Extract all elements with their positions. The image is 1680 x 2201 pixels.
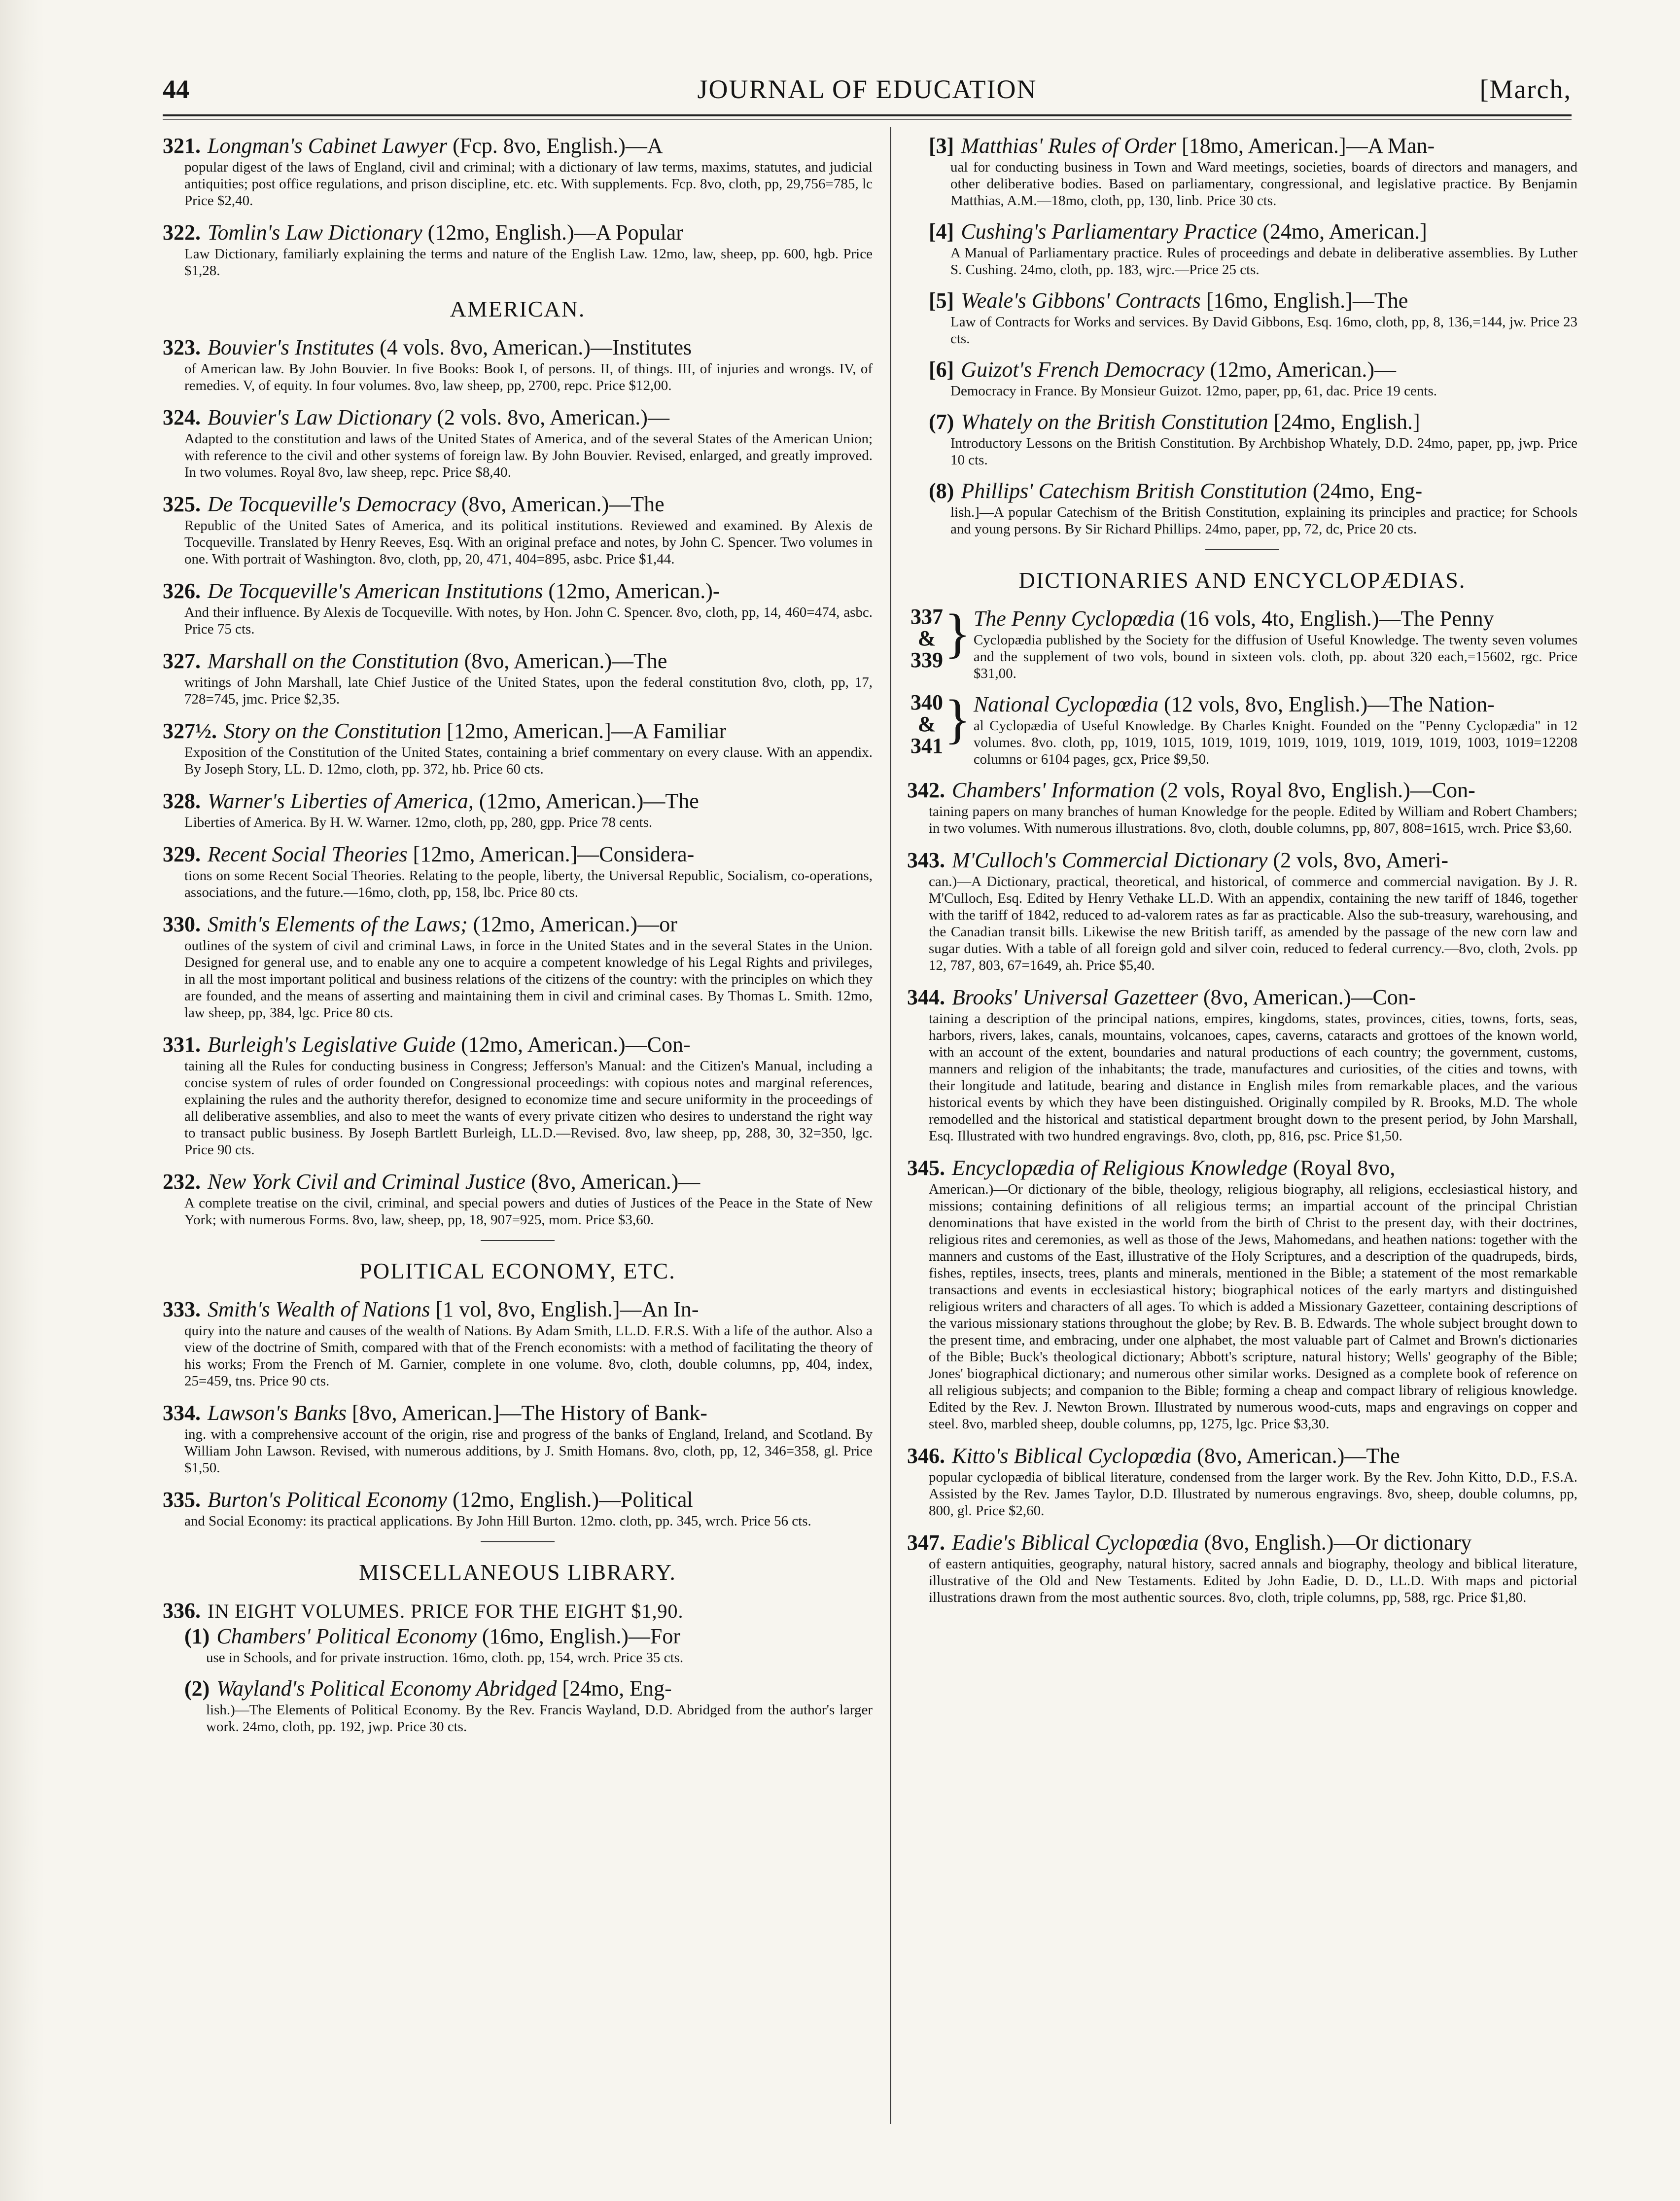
entry-description: lish.]—A popular Catechism of the British Constitution, explaining its principles and practice; for Schools and young persons. By Sir Richard Phillips. 24mo, paper, pp, 72, dc, Price 20 cts. <box>950 504 1577 537</box>
entry-description: of American law. By John Bouvier. In five Books: Book I, of persons. II, of things. III, of injuries and wrongs. IV, of remedies. V, of equity. In four volumes. 8vo, law sheep, pp, 2700, repc. Price $12,00. <box>184 361 873 393</box>
brace-glyph: } <box>945 603 971 663</box>
entry-title: Phillips' Catechism British Constitution <box>961 479 1307 503</box>
entry-format: (Royal 8vo, <box>1287 1156 1396 1180</box>
entry-number: [3] <box>929 134 954 158</box>
entry-description: of eastern antiquities, geography, natural history, sacred annals and biography, theology and biblical literature, illustrative of the Old and New Testaments. Edited by John Eadie, D. D., LL.D. With maps and pictorial illustrations drawn from the most authentic sources. 8vo, cloth, triple columns, pp, 588, rgc. Price $1,80. <box>929 1556 1577 1605</box>
entry-number: 232. <box>163 1170 201 1194</box>
entry-title: Matthias' Rules of Order <box>961 134 1177 158</box>
entry-format: (8vo, American.)—Con- <box>1198 985 1416 1009</box>
page-gutter <box>0 0 44 2201</box>
header-rule-thin <box>163 119 1572 120</box>
entry-heading <box>163 1400 873 1426</box>
entry-heading <box>163 718 873 744</box>
journal-title: JOURNAL OF EDUCATION <box>697 74 1037 104</box>
entry-ampersand: & <box>917 712 936 736</box>
entry-description: taining papers on many branches of human Knowledge for the people. Edited by William and Robert Chambers; in two volumes. With numerous illustrations. 8vo, cloth, double columns, pp, 807, 808=1615, wrch. Price $3,60. <box>929 804 1577 836</box>
catalog-entry <box>163 1297 873 1389</box>
entry-title: Warner's Liberties of America, <box>208 789 474 813</box>
catalog-entry <box>163 405 873 481</box>
entry-format: [12mo, American.]—A Familiar <box>441 719 727 743</box>
entry-format: [24mo, English.] <box>1268 410 1420 434</box>
entry-heading <box>163 335 873 360</box>
entry-description: Republic of the United Sates of America, and its political institutions. Reviewed and examined. By Alexis de Tocqueville. Translated by Henry Reeves, Esq. With an original preface and notes, by John C. Spencer. Two volumes in one. With portrait of Washington. 8vo, cloth, pp, 20, 471, 404=895, asbc. Price $1,44. <box>184 518 873 567</box>
catalog-entry <box>163 335 873 394</box>
entry-heading <box>163 133 873 159</box>
entry-number: 325. <box>163 492 201 516</box>
sub-entry <box>184 1624 873 1666</box>
entry-heading <box>163 1169 873 1195</box>
entry-title: National Cyclopœdia <box>973 692 1159 716</box>
entry-heading <box>929 478 1577 504</box>
catalog-entry <box>163 1169 873 1228</box>
catalog-entry <box>907 985 1577 1144</box>
entry-format: (8vo, American.)—The <box>1191 1444 1400 1468</box>
entry-heading <box>163 220 873 246</box>
sub-entry <box>929 409 1577 468</box>
entry-number: (7) <box>929 410 954 434</box>
entry-number: (2) <box>184 1676 210 1701</box>
entry-format: (12mo, American.)—Con- <box>455 1032 691 1057</box>
entry-heading <box>907 1443 1577 1469</box>
entry-description: quiry into the nature and causes of the wealth of Nations. By Adam Smith, LL.D. F.R.S. With a life of the author. Also a view of the doctrine of Smith, compared with that of the French economists: with a method of facilitating the theory of his works; From the French of M. Garnier, complete in one volume. 8vo, cloth, double columns, pp, 404, index, 25=459, tns. Price 90 cts. <box>184 1323 873 1389</box>
entry-heading <box>907 778 1577 803</box>
entry-title: Marshall on the Constitution <box>208 649 459 673</box>
entry-format: (8vo, English.)—Or dictionary <box>1198 1530 1472 1555</box>
catalog-entry <box>907 1443 1577 1519</box>
entry-description: popular digest of the laws of England, civil and criminal; with a dictionary of law terms, maxims, statutes, and judicial antiquities; post office regulations, and prison discipline, etc. etc. With supplements. Fcp. 8vo, cloth, pp, 29,756=785, lc Price $2,40. <box>184 159 873 209</box>
entry-number: (1) <box>184 1624 210 1648</box>
section-heading-miscellaneous: MISCELLANEOUS LIBRARY. <box>359 1560 676 1585</box>
entry-number: 340 <box>910 690 943 714</box>
entry-description: And their influence. By Alexis de Tocqueville. With notes, by Hon. John C. Spencer. 8vo, cloth, pp, 14, 460=474, asbc. Price 75 cts. <box>184 604 873 637</box>
entry-description: Introductory Lessons on the British Constitution. By Archbishop Whately, D.D. 24mo, paper, pp, jwp. Price 10 cts. <box>950 435 1577 468</box>
entry-number: (8) <box>929 479 954 503</box>
catalog-entry <box>907 778 1577 837</box>
left-entries-b <box>163 335 873 1228</box>
sub-entry <box>929 133 1577 209</box>
entry-heading <box>163 492 873 517</box>
left-sub-entries <box>163 1624 873 1735</box>
entry-title: Cushing's Parliamentary Practice <box>961 219 1258 244</box>
catalog-entry <box>163 492 873 568</box>
entry-heading <box>163 788 873 814</box>
entry-title: Brooks' Universal Gazetteer <box>952 985 1198 1009</box>
entry-number: 347. <box>907 1530 945 1555</box>
section-heading-american: AMERICAN. <box>450 296 586 321</box>
issue-month: [March, <box>1479 74 1572 104</box>
entry-title: Burleigh's Legislative Guide <box>208 1032 456 1057</box>
entry-format: (8vo, American.)—The <box>458 649 667 673</box>
catalog-entry <box>907 848 1577 974</box>
entry-description: can.)—A Dictionary, practical, theoretical, and historical, of commerce and commercial navigation. By J. R. M'Culloch, Esq. Edited by Henry Vethake LL.D. With an appendix, containing the new tariff of 1846, together with the tariff of 1842, reduced to ad-valorem rates as far as practicable. Also the sub-treasury, warehousing, and the Canadian transit bills. Likewise the new British tariff, as amended by the passage of the new corn law and sugar duties. With a table of all foreign gold and silver coin, reduced to federal currency.—8vo, cloth, 2vols. pp 12, 787, 803, 67=1649, ah. Price $5,40. <box>929 874 1577 973</box>
entry-number: 330. <box>163 912 201 936</box>
entry-title: Tomlin's Law Dictionary <box>208 220 422 245</box>
entry-format: (4 vols. 8vo, American.)—Institutes <box>374 335 692 359</box>
catalog-entry <box>163 1400 873 1476</box>
catalog-entry <box>163 718 873 778</box>
entry-number: 345. <box>907 1156 945 1180</box>
entry-description: A Manual of Parliamentary practice. Rules of proceedings and debate in deliberative assemblies. By Luther S. Cushing. 24mo, cloth, pp. 183, wjrc.—Price 25 cts. <box>950 245 1577 278</box>
entry-description: and Social Economy: its practical applications. By John Hill Burton. 12mo. cloth, pp. 345, wrch. Price 56 cts. <box>184 1513 811 1529</box>
entry-heading <box>929 133 1577 159</box>
catalog-entry <box>163 788 873 831</box>
entry-number: 322. <box>163 220 201 245</box>
entry-title: Recent Social Theories <box>208 842 408 866</box>
entry-format: [8vo, American.]—The History of Bank- <box>347 1401 707 1425</box>
entry-title: Kitto's Biblical Cyclopœdia <box>952 1444 1192 1468</box>
entry-format: (24mo, Eng- <box>1307 479 1423 503</box>
entry-description: taining a description of the principal nations, empires, kingdoms, states, provinces, cities, towns, forts, seas, harbors, rivers, lakes, canals, mountains, volcanoes, capes, caverns, cataracts and grottoes of the known world, with an account of the extent, boundaries and natural productions of each country; the government, customs, manners and religion of the inhabitants; the trade, manufactures and curiosities, of the cities and towns, with their longitude and latitude, bearing and distance in English miles from remarkable places, and the various historical events by which they have been distinguished. Originally compiled by R. Brooks, M.D. The whole remodelled and the historical and statistical department brought down to the present period, by John Marshall, Esq. Illustrated with two hundred engravings. 8vo, cloth, pp, 816, psc. Price $1,50. <box>929 1011 1577 1144</box>
entry-number: 341 <box>910 734 943 758</box>
right-entries <box>907 778 1577 1606</box>
catalog-entry <box>163 1487 873 1529</box>
sub-entry <box>929 478 1577 537</box>
entry-format: (16 vols, 4to, English.)—The Penny <box>1174 606 1494 631</box>
entry-number: 342. <box>907 778 945 802</box>
right-sub-entries <box>907 133 1577 537</box>
entry-format: (12mo, English.)—A Popular <box>422 220 683 245</box>
entry-title: De Tocqueville's American Institutions <box>208 579 543 603</box>
entry-number: 329. <box>163 842 201 866</box>
entry-heading <box>907 1530 1577 1556</box>
entry-format: (24mo, American.] <box>1257 219 1427 244</box>
entry-number-range <box>907 606 946 671</box>
entry-title: Lawson's Banks <box>208 1401 347 1425</box>
entry-format: [12mo, American.]—Considera- <box>407 842 695 866</box>
entry-title: De Tocqueville's Democracy <box>208 492 456 516</box>
entry-number-range <box>907 692 946 757</box>
entry-number: 324. <box>163 405 201 429</box>
entry-format: [1 vol, 8vo, English.]—An In- <box>430 1297 699 1321</box>
entry-text <box>974 692 1577 768</box>
column-divider <box>890 127 891 2124</box>
entry-title: The Penny Cyclopœdia <box>973 606 1175 631</box>
entry-format: (8vo, American.)—The <box>455 492 665 516</box>
entry-format: (2 vols, 8vo, Ameri- <box>1267 848 1449 872</box>
entry-heading <box>907 848 1577 873</box>
entry-heading <box>929 409 1577 435</box>
entry-340-341 <box>907 689 1577 768</box>
entry-337-339 <box>907 603 1577 682</box>
left-entries-a <box>163 133 873 279</box>
entry-number: 327½. <box>163 719 217 743</box>
entry-format: [24mo, Eng- <box>557 1676 672 1701</box>
page-header <box>163 74 1572 113</box>
entry-title: Guizot's French Democracy <box>961 357 1205 382</box>
section-heading-political-economy: POLITICAL ECONOMY, ETC. <box>359 1258 676 1283</box>
catalog-entry <box>163 578 873 638</box>
entry-format: (12mo, American.)—The <box>473 789 699 813</box>
entry-heading <box>184 1624 873 1649</box>
entry-number: 346. <box>907 1444 945 1468</box>
entry-description: lish.)—The Elements of Political Economy. By the Rev. Francis Wayland, D.D. Abridged from the author's larger work. 24mo, cloth, pp. 192, jwp. Price 30 cts. <box>206 1702 873 1735</box>
entry-description: Adapted to the constitution and laws of the United States of America, and of the several States of the American Union; with reference to the civil and other systems of foreign law. By John Bouvier. Revised, enlarged, and greatly improved. In two volumes. Royal 8vo, law sheep, repc. Price $8,40. <box>184 431 873 480</box>
catalog-entry <box>907 1155 1577 1432</box>
entry-format: (2 vols. 8vo, American.)— <box>431 405 669 429</box>
entry-title: Encyclopædia of Religious Knowledge <box>952 1156 1288 1180</box>
entry-title: Smith's Elements of the Laws; <box>208 912 468 936</box>
catalog-entry <box>163 912 873 1021</box>
entry-number: 334. <box>163 1401 201 1425</box>
left-entries-c <box>163 1297 873 1529</box>
entry-format: (16mo, English.)—For <box>476 1624 680 1648</box>
catalog-entry <box>163 133 873 209</box>
entry-heading <box>907 1155 1577 1181</box>
entry-number: 343. <box>907 848 945 872</box>
entry-format: (12mo, American.)— <box>1204 357 1396 382</box>
entry-format: (8vo, American.)— <box>525 1170 700 1194</box>
entry-description: ual for conducting business in Town and Ward meetings, societies, boards of directors and managers, and other deliberative bodies. Based on parliamentary, congressional, and legislative practice. By Benjamin Matthias, A.M.—18mo, cloth, pp, 130, linb. Price 30 cts. <box>950 159 1577 209</box>
entry-title: Weale's Gibbons' Contracts <box>961 288 1201 313</box>
entry-number: [5] <box>929 288 954 313</box>
entry-description: Liberties of America. By H. W. Warner. 12mo, cloth, pp, 280, gpp. Price 78 cents. <box>184 815 653 830</box>
entry-title: Chambers' Information <box>952 778 1155 802</box>
entry-heading <box>163 648 873 674</box>
entry-number: 326. <box>163 579 201 603</box>
entry-title: Smith's Wealth of Nations <box>208 1297 430 1321</box>
entry-heading <box>163 405 873 430</box>
entry-heading <box>163 842 873 867</box>
entry-description: taining all the Rules for conducting business in Congress; Jefferson's Manual: and the Citizen's Manual, including a concise system of rules of order founded on Congressional proceedings: with copious notes and marginal references, explaining the rules and the authority therefor, designed to economize time and secure uniformity in the proceedings of all deliberative assemblies, and also to meet the wants of every private citizen who desires to understand the right way to transact public business. By Joseph Bartlett Burleigh, LL.D.—Revised. 8vo, law sheep, pp, 288, 30, 32=350, lgc. Price 90 cts. <box>184 1058 873 1158</box>
entry-description: A complete treatise on the civil, criminal, and special powers and duties of Justices of the Peace in the State of New York; with numerous Forms. 8vo, law, sheep, pp, 18, 907=925, mom. Price $3,60. <box>184 1195 873 1228</box>
entry-title: New York Civil and Criminal Justice <box>208 1170 525 1194</box>
entry-format: [16mo, English.]—The <box>1200 288 1408 313</box>
right-column <box>907 133 1577 1617</box>
entry-description: Law Dictionary, familiarly explaining the terms and nature of the English Law. 12mo, law, sheep, pp. 600, hgb. Price $1,28. <box>184 246 873 279</box>
entry-heading <box>163 578 873 604</box>
entry-title: Longman's Cabinet Lawyer <box>208 134 448 158</box>
entry-description: tions on some Recent Social Theories. Relating to the people, liberty, the Universal Republic, Socialism, co-operations, associations, and the future.—16mo, cloth, pp, 158, lbc. Price 80 cts. <box>184 868 873 900</box>
catalog-entry <box>163 648 873 708</box>
entry-heading <box>929 288 1577 314</box>
section-separator <box>481 1240 555 1241</box>
section-separator <box>481 1541 555 1542</box>
entry-title: Wayland's Political Economy Abridged <box>216 1676 557 1701</box>
entry-number: 327. <box>163 649 201 673</box>
entry-number: [4] <box>929 219 954 244</box>
entry-format: (12mo, American.)- <box>543 579 720 603</box>
sub-entry <box>184 1676 873 1735</box>
entry-ampersand: & <box>917 626 936 650</box>
section-heading-dictionaries: DICTIONARIES AND ENCYCLOPÆDIAS. <box>1018 568 1466 593</box>
entry-description: writings of John Marshall, late Chief Justice of the United States, upon the federal constitution 8vo, cloth, pp, 17, 728=745, jmc. Price $2,35. <box>184 674 873 707</box>
entry-description: use in Schools, and for private instruction. 16mo, cloth. pp, 154, wrch. Price 35 cts. <box>206 1650 684 1666</box>
header-rule <box>163 114 1572 116</box>
entry-title: Bouvier's Law Dictionary <box>208 405 432 429</box>
entry-number: 328. <box>163 789 201 813</box>
entry-title: Story on the Constitution <box>224 719 442 743</box>
entry-number: 337 <box>910 604 943 629</box>
entry-336 <box>163 1598 873 1624</box>
entry-format: (12mo, American.)—or <box>467 912 677 936</box>
entry-title: Whately on the British Constitution <box>961 410 1268 434</box>
entry-heading <box>163 1487 873 1513</box>
entry-title: M'Culloch's Commercial Dictionary <box>952 848 1268 872</box>
entry-description: Exposition of the Constitution of the United States, containing a brief commentary on every clause. With an appendix. By Joseph Story, LL. D. 12mo, cloth, pp. 372, hb. Price 60 cts. <box>184 745 873 777</box>
entry-heading <box>929 357 1577 383</box>
entry-heading <box>184 1676 873 1702</box>
section-separator <box>1205 549 1279 550</box>
catalog-entry <box>163 842 873 901</box>
entry-description: outlines of the system of civil and criminal Laws, in force in the United States and in the several States in the Union. Designed for general use, and to enable any one to acquire a competent knowledge of his Legal Rights and privileges, in all the most important political and business relations of the citizens of the country: with the principles on which they are founded, and the means of asserting and maintaining them in civil and criminal cases. By Thomas L. Smith. 12mo, law sheep, pp, 384, lgc. Price 80 cts. <box>184 938 873 1021</box>
catalog-entry <box>163 220 873 279</box>
entry-number: 331. <box>163 1032 201 1057</box>
brace-glyph: } <box>945 689 971 749</box>
entry-format: (12 vols, 8vo, English.)—The Nation- <box>1158 692 1495 716</box>
entry-number: 344. <box>907 985 945 1009</box>
catalog-entry <box>163 1032 873 1158</box>
entry-title: Chambers' Political Economy <box>216 1624 477 1648</box>
sub-entry <box>929 288 1577 347</box>
entry-number: 336. <box>163 1598 201 1623</box>
entry-number: 333. <box>163 1297 201 1321</box>
catalog-entry <box>907 1530 1577 1606</box>
entry-title: Eadie's Biblical Cyclopœdia <box>952 1530 1199 1555</box>
entry-description: al Cyclopædia of Useful Knowledge. By Charles Knight. Founded on the "Penny Cyclopædia" in 12 volumes. 8vo. cloth, pp, 1019, 1015, 1019, 1019, 1019, 1019, 1019, 1019, 1019, 1003, 1019=12208 columns or 6104 pages, gcx, Price $9,50. <box>973 718 1577 767</box>
entry-336-text: IN EIGHT VOLUMES. PRICE FOR THE EIGHT $1,90. <box>208 1600 684 1622</box>
entry-heading <box>929 219 1577 245</box>
entry-number: 321. <box>163 134 201 158</box>
entry-format: (Fcp. 8vo, English.)—A <box>447 134 663 158</box>
entry-description: American.)—Or dictionary of the bible, theology, religious biography, all religions, ecclesiastical history, and missions; containing definitions of all religious terms; an impartial account of the principal Christian denominations that have existed in the world from the birth of Christ to the present day, with their doctrines, religious rites and ceremonies, as well as those of the Jews, Mahomedans, and heathen nations: together with the manners and customs of the East, illustrative of the Holy Scriptures, and a description of the quadrupeds, birds, fishes, reptiles, insects, trees, plants and minerals, mentioned in the Bible; a statement of the most remarkable transactions and events in ecclesiastical history; biographical notices of the early martyrs and distinguished religious writers and characters of all ages. To which is added a Missionary Gazetteer, containing descriptions of the various missionary stations throughout the globe; by Rev. B. B. Edwards. The whole subject brought down to the present time, and embracing, under one alphabet, the most valuable part of Calmet and Brown's dictionaries of the Bible; Buck's theological dictionary; Abbott's scripture, natural history; Wells' geography of the Bible; Jones' biographical dictionary; and numerous other similar works. Designed as a complete book of reference on all religious subjects; and companion to the Bible; forming a cheap and compact library of religious knowledge. Edited by the Rev. J. Newton Brown. Illustrated by numerous wood-cuts, maps and engravings on copper and steel. 8vo, marbled sheep, double columns, pp, 1275, lgc. Price $3,30. <box>929 1181 1577 1432</box>
entry-description: popular cyclopædia of biblical literature, condensed from the larger work. By the Rev. John Kitto, D.D., F.S.A. Assisted by the Rev. James Taylor, D.D. Illustrated by numerous engravings. 8vo, sheep, double columns, pp, 800, gl. Price $2,60. <box>929 1469 1577 1519</box>
entry-heading <box>163 912 873 937</box>
entry-description: ing. with a comprehensive account of the origin, rise and progress of the banks of England, Ireland, and Scotland. By William John Lawson. Revised, with numerous additions, by J. Smith Homans. 8vo, cloth, pp, 12, 346=358, gl. Price $1,50. <box>184 1426 873 1476</box>
entry-heading <box>163 1297 873 1322</box>
entry-heading <box>163 1032 873 1058</box>
entry-description: Cyclopædia published by the Society for the diffusion of Useful Knowledge. The twenty seven volumes and the supplement of two vols, bound in sixteen vols. cloth, pp. about 320 each,=15602, rgc. Price $31,00. <box>973 632 1577 681</box>
page-number: 44 <box>163 74 189 104</box>
entry-title: Burton's Political Economy <box>208 1488 447 1512</box>
entry-format: [18mo, American.]—A Man- <box>1176 134 1435 158</box>
entry-number: [6] <box>929 357 954 382</box>
sub-entry <box>929 357 1577 399</box>
entry-heading <box>907 985 1577 1010</box>
entry-description: Democracy in France. By Monsieur Guizot. 12mo, paper, pp, 61, dac. Price 19 cents. <box>950 383 1437 399</box>
entry-title: Bouvier's Institutes <box>208 335 375 359</box>
entry-number: 323. <box>163 335 201 359</box>
entry-format: (12mo, English.)—Political <box>447 1488 693 1512</box>
left-column <box>163 133 873 1745</box>
entry-description: Law of Contracts for Works and services. By David Gibbons, Esq. 16mo, cloth, pp, 8, 136,=144, jw. Price 23 cts. <box>950 314 1577 347</box>
sub-entry <box>929 219 1577 278</box>
entry-number: 335. <box>163 1488 201 1512</box>
entry-number: 339 <box>910 648 943 672</box>
entry-format: (2 vols, Royal 8vo, English.)—Con- <box>1155 778 1475 802</box>
entry-text <box>974 606 1577 682</box>
